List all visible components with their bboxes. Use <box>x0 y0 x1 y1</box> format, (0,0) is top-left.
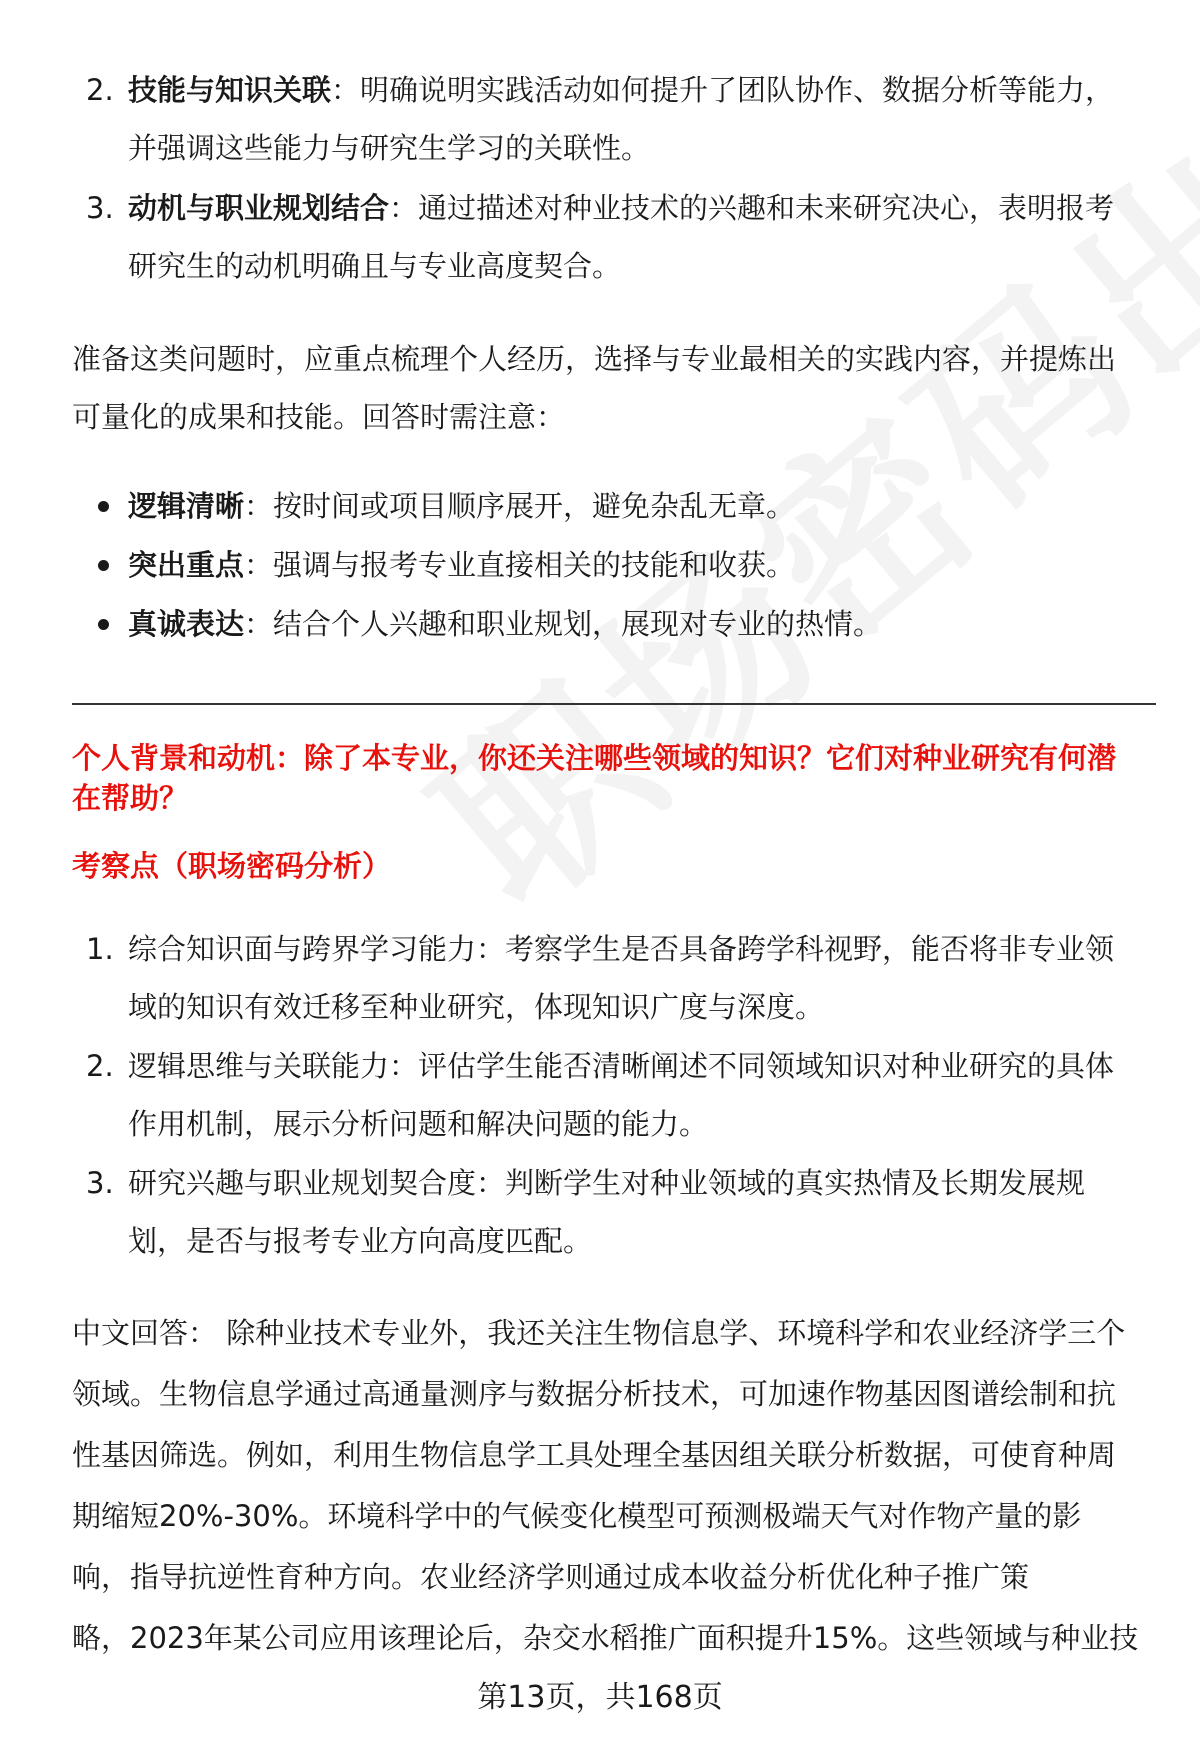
bullet-text: ：结合个人兴趣和职业规划，展现对专业的热情。 <box>244 607 883 641</box>
bullet-text: ：按时间或项目顺序展开，避免杂乱无章。 <box>244 489 796 523</box>
question-heading: 个人背景和动机：除了本专业，你还关注哪些领域的知识？它们对种业研究有何潜 在帮助？ <box>72 741 1117 815</box>
bullet-title: 逻辑清晰 <box>128 489 245 523</box>
list-item-title: 技能与知识关联 <box>128 73 332 107</box>
list-item-text: 研究生的动机明确且与专业高度契合。 <box>128 249 622 283</box>
list-item-text: 逻辑思维与关联能力：评估学生能否清晰阐述不同领域知识对种业研究的具体 <box>128 1049 1115 1083</box>
list-item-text: 并强调这些能力与研究生学习的关联性。 <box>128 131 651 165</box>
section-subheading: 考察点（职场密码分析） <box>72 849 392 883</box>
bullet-icon <box>98 619 109 630</box>
list-number: 1. <box>86 932 114 966</box>
list-number: 2. <box>86 73 114 107</box>
list-item-text: ：通过描述对种业技术的兴趣和未来研究决心，表明报考 <box>389 191 1115 225</box>
divider <box>72 703 1156 705</box>
list-item-text: ：明确说明实践活动如何提升了团队协作、数据分析等能力， <box>331 73 1115 107</box>
bullet-icon <box>98 501 109 512</box>
list-number: 3. <box>86 1166 114 1200</box>
answer-paragraph: 中文回答： 除种业技术专业外，我还关注生物信息学、环境科学和农业经济学三个 领域。生物信息学通过高通量测序与数据分析技术，可加速作物基因图谱绘制和抗 性基因筛选。例如，利用生物信息学工具处理全基因组关联分析数据，可使育种周 期缩短20%-30%。环境科学中的气候变化模型可预测极端天气对作物产量的影 响，指导抗逆性育种方向。农业经济学则通过成本收益分析优化种子推广策 略，2023年某公司应用该理论后，杂交水稻推广面积提升15%。这些领域与种业技 <box>72 1316 1139 1655</box>
bullet-title: 真诚表达 <box>128 607 245 641</box>
list-item-text: 划，是否与报考专业方向高度匹配。 <box>128 1224 593 1258</box>
list-number: 2. <box>86 1049 114 1083</box>
list-item-text: 研究兴趣与职业规划契合度：判断学生对种业领域的真实热情及长期发展规 <box>128 1166 1086 1200</box>
list-item-title: 动机与职业规划结合 <box>128 191 390 225</box>
bullet-text: ：强调与报考专业直接相关的技能和收获。 <box>244 548 796 582</box>
list-number: 3. <box>86 191 114 225</box>
paragraph: 准备这类问题时，应重点梳理个人经历，选择与专业最相关的实践内容，并提炼出 可量化的成果和技能。回答时需注意： <box>72 342 1117 434</box>
page-number: 第13页，共168页 <box>477 1680 723 1715</box>
list-item-text: 域的知识有效迁移至种业研究，体现知识广度与深度。 <box>128 990 825 1024</box>
bullet-title: 突出重点 <box>128 548 245 582</box>
list-item-text: 作用机制，展示分析问题和解决问题的能力。 <box>128 1107 709 1141</box>
list-item-text: 综合知识面与跨界学习能力：考察学生是否具备跨学科视野，能否将非专业领 <box>128 932 1115 966</box>
bullet-icon <box>98 560 109 571</box>
